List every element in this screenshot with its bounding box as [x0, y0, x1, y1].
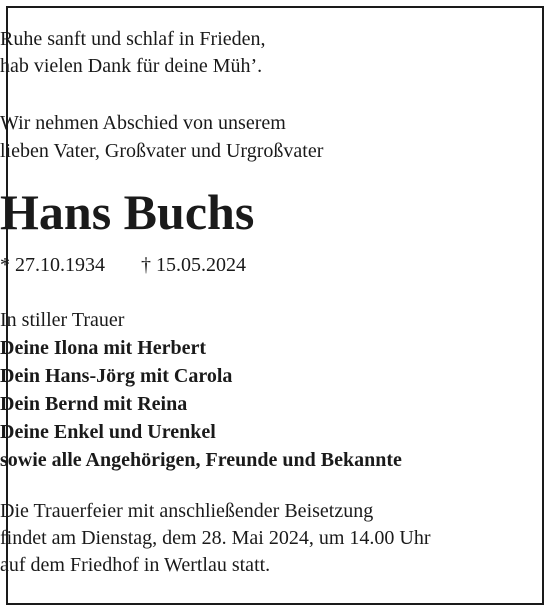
family-member: Dein Hans-Jörg mit Carola	[0, 365, 233, 387]
family-member: sowie alle Angehörigen, Freunde und Bekannte	[0, 449, 402, 471]
farewell-intro	[0, 109, 550, 165]
memorial-verse	[0, 26, 550, 80]
family-member: Deine Enkel und Urenkel	[0, 421, 216, 443]
family-list	[0, 334, 550, 474]
family-member: Dein Bernd mit Reina	[0, 393, 188, 415]
verse-line-1: Ruhe sanft und schlaf in Frieden,	[0, 28, 266, 50]
life-dates	[0, 252, 550, 278]
service-line-3: auf dem Friedhof in Wertlau statt.	[0, 554, 271, 576]
service-line-2: findet am Dienstag, dem 28. Mai 2024, um 14.00 Uhr	[0, 527, 431, 549]
verse-line-2: hab vielen Dank für deine Müh’.	[0, 55, 263, 77]
funeral-service-info	[0, 498, 550, 579]
mourning-heading: In stiller Trauer	[0, 309, 125, 331]
birth-date: * 27.10.1934	[0, 254, 105, 276]
intro-line-1: Wir nehmen Abschied von unserem	[0, 112, 286, 134]
intro-line-2: lieben Vater, Großvater und Urgroßvater	[0, 140, 324, 162]
family-member: Deine Ilona mit Herbert	[0, 337, 207, 359]
death-date: † 15.05.2024	[141, 254, 246, 276]
deceased-name: Hans Buchs	[0, 184, 255, 240]
service-line-1: Die Trauerfeier mit anschließender Beisetzung	[0, 500, 374, 522]
